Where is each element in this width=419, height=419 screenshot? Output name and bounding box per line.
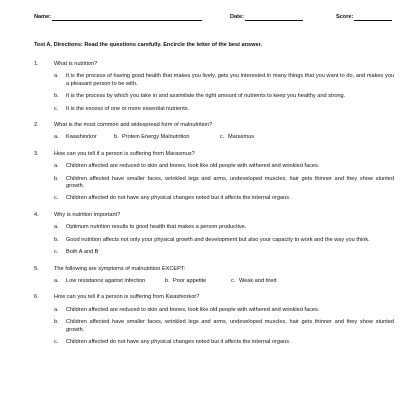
answer-option-b[interactable]: [34, 319, 394, 334]
option-letter: c.: [54, 338, 59, 345]
option-letter: a.: [54, 306, 59, 313]
option-text: Children affected do not have any physical changes noted but it affects the internal organs.: [66, 195, 291, 202]
option-letter: b.: [165, 277, 170, 284]
inline-options: [34, 134, 394, 141]
answer-option-a[interactable]: [34, 224, 394, 231]
answer-option-b[interactable]: [34, 176, 394, 191]
date-blank[interactable]: [245, 14, 303, 21]
option-text: Children affected have smaller faces, wrinkled legs and arms, undeveloped muscles, hair gets thinner and they show stunted growth.: [66, 175, 394, 190]
question-text: How can you tell if a person is suffering from Marasmus?: [54, 150, 195, 157]
question-number: 4.: [34, 211, 39, 218]
name-field[interactable]: [34, 14, 202, 21]
question-number: 2.: [34, 122, 39, 129]
option-text: Children affected are reduced to skin and bones, look like old people with withered and wrinkled faces.: [66, 306, 320, 313]
question-stem: [34, 122, 394, 129]
question-3: [34, 151, 394, 203]
answer-option-c[interactable]: [34, 106, 394, 113]
answer-option-c[interactable]: [34, 339, 394, 346]
question-1: [34, 61, 394, 113]
test-instructions: Test A. Directions: Read the questions carefully. Encircle the letter of the best answer.: [34, 42, 263, 48]
name-label: Name:: [34, 14, 52, 20]
option-text: It is the excess of one or more essential nutrients.: [66, 105, 190, 112]
option-text: Children affected do not have any physical changes noted but it affects the internal organs.: [66, 338, 291, 345]
date-field[interactable]: [230, 14, 303, 21]
answer-option-c[interactable]: [220, 134, 254, 141]
question-5: [34, 266, 394, 286]
date-label: Date:: [230, 14, 244, 20]
option-letter: a.: [54, 134, 59, 141]
option-text: It is the process by which you take in and assimilate the right amount of nutrients to keep you healthy and strong.: [66, 93, 346, 100]
score-label: Score:: [336, 14, 354, 20]
option-text: Children affected have smaller faces, wrinkled legs and arms, undeveloped muscles, hair gets thinner and they show stunted growth.: [66, 319, 394, 333]
option-letter: b.: [114, 134, 119, 141]
option-letter: a.: [54, 224, 59, 231]
question-text: Why is nutrition important?: [54, 211, 121, 218]
option-text: Weak and tired: [239, 277, 277, 284]
option-letter: a.: [54, 163, 59, 170]
name-blank[interactable]: [52, 14, 202, 21]
option-letter: a.: [54, 277, 59, 284]
answer-option-a[interactable]: [54, 134, 114, 141]
option-text: Protein Energy Malnutrition: [122, 134, 190, 141]
option-letter: c.: [220, 134, 225, 141]
worksheet-header: [34, 14, 390, 24]
option-text: Kwashiorkor: [66, 134, 97, 141]
option-letter: b.: [54, 175, 59, 182]
answer-option-c[interactable]: [34, 195, 394, 202]
answer-option-a[interactable]: [34, 73, 394, 88]
option-text: Both A and B: [66, 249, 99, 256]
question-stem: [34, 266, 394, 273]
option-letter: c.: [231, 277, 236, 284]
question-text: The following are symptoms of malnutrition EXCEPT:: [54, 265, 186, 272]
question-2: [34, 122, 394, 142]
question-text: What is nutrition?: [54, 61, 98, 67]
option-letter: b.: [54, 236, 59, 243]
option-text: Low resistance against infection: [66, 277, 146, 284]
answer-option-b[interactable]: [114, 134, 220, 141]
question-list: [34, 61, 394, 355]
option-text: Optimum nutrition results to good health that makes a person productive.: [66, 224, 247, 231]
option-text: Children affected are reduced to skin and bones, look like old people with withered and wrinkled faces.: [66, 163, 320, 170]
option-letter: c.: [54, 249, 59, 256]
inline-options: [34, 278, 394, 285]
question-number: 6.: [34, 294, 39, 301]
option-text: Good nutrition affects not only your physical growth and development but also your capacity to work and the way you think.: [66, 236, 370, 243]
score-blank[interactable]: [354, 14, 392, 21]
question-stem: [34, 151, 394, 158]
answer-option-a[interactable]: [34, 163, 394, 170]
question-6: [34, 294, 394, 346]
answer-option-a[interactable]: [34, 307, 394, 314]
option-text: Poor appetite: [173, 277, 207, 284]
question-number: 5.: [34, 265, 39, 272]
question-stem: [34, 294, 394, 301]
question-4: [34, 212, 394, 257]
question-stem: [34, 61, 394, 68]
question-text: How can you tell if a person is suffering from Kwashiorkor?: [54, 294, 200, 301]
option-letter: c.: [54, 195, 59, 202]
answer-option-b[interactable]: [34, 237, 394, 244]
answer-option-b[interactable]: [34, 93, 394, 100]
option-letter: b.: [54, 93, 59, 100]
answer-option-a[interactable]: [54, 278, 165, 285]
question-stem: [34, 212, 394, 219]
option-text: Marasmus: [228, 134, 255, 141]
option-letter: b.: [54, 319, 59, 326]
option-letter: c.: [54, 105, 59, 112]
option-letter: a.: [54, 73, 59, 80]
option-text: It is the process of having good health that makes you lively, gets you interested in many things that you want to do, and makes you a pleasant person to be with.: [66, 73, 394, 87]
question-number: 1.: [34, 61, 39, 67]
question-text: What is the most common and widespread form of malnutrition?: [54, 122, 213, 129]
answer-option-b[interactable]: [165, 278, 231, 285]
score-field[interactable]: [336, 14, 392, 21]
question-number: 3.: [34, 150, 39, 157]
answer-option-c[interactable]: [231, 278, 277, 285]
answer-option-c[interactable]: [34, 249, 394, 256]
